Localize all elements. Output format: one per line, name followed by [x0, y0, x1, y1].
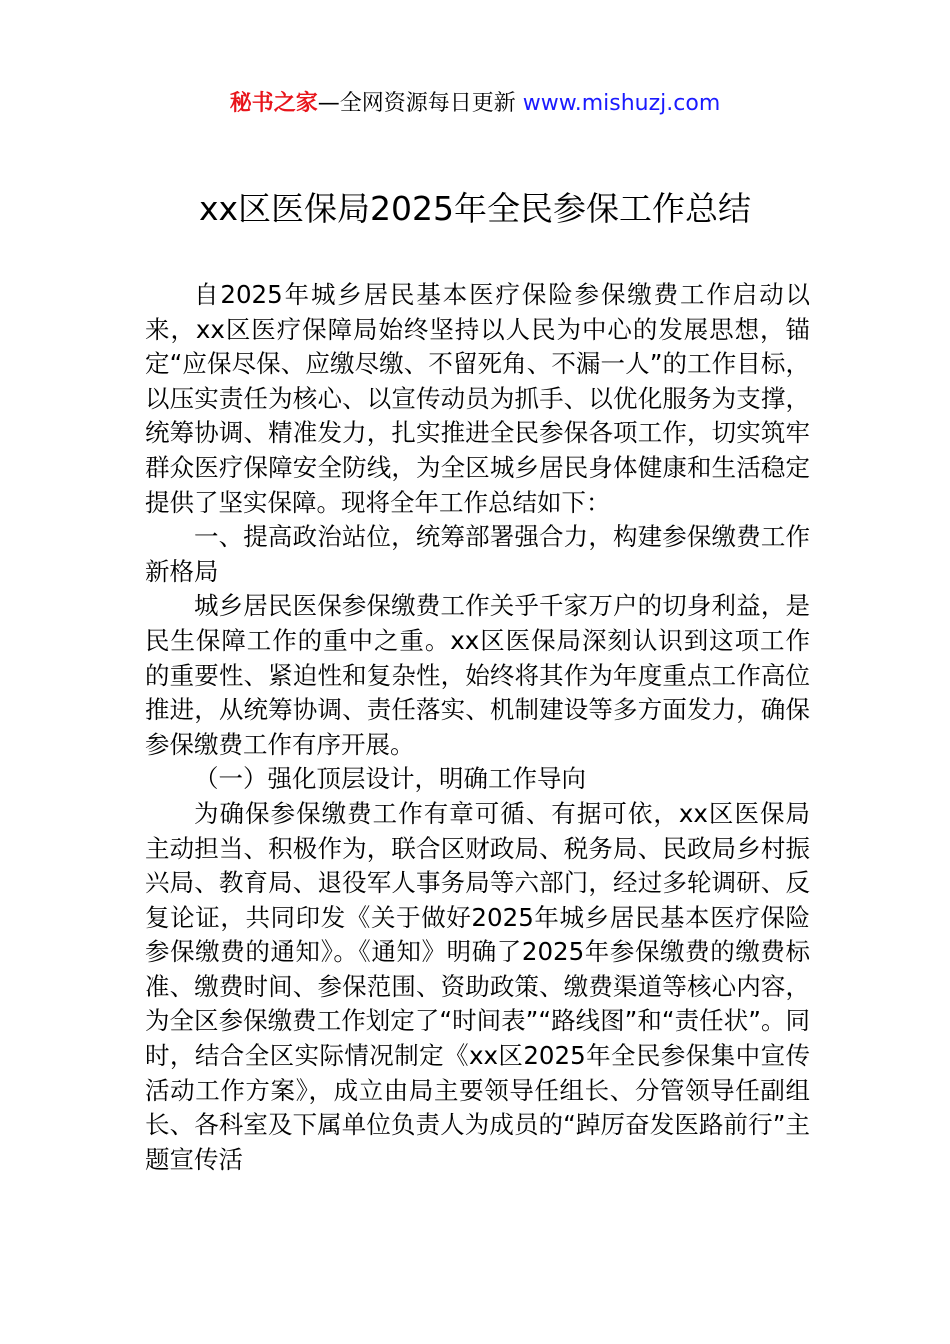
subsection-heading-1: （一）强化顶层设计，明确工作导向 [194, 764, 586, 794]
document-body [145, 278, 810, 1177]
site-header [0, 88, 950, 120]
brand-name: 秘书之家 [229, 91, 318, 116]
document-title: xx区医保局2025年全民参保工作总结 [198, 189, 752, 228]
paragraph-subsection-1: 为确保参保缴费工作有章可循、有据可依，xx区医保局主动担当、积极作为，联合区财政局、税务局、民政局乡村振兴局、教育局、退役军人事务局等六部门，经过多轮调研、反复论证，共同印发《关于做好2025年城乡居民基本医疗保险参保缴费的通知》。《通知》明确了2025年参保缴费的缴费标准、缴费时间、参保范围、资助政策、缴费渠道等核心内容，为全区参保缴费工作划定了“时间表”“路线图”和“责任状”。同时，结合全区实际情况制定《xx区2025年全民参保集中宣传活动工作方案》，成立由局主要领导任组长、分管领导任副组长、各科室及下属单位负责人为成员的“踔厉奋发医路前行”主题宣传活 [145, 798, 810, 1174]
section-heading-1: 一、提高政治站位，统筹部署强合力，构建参保缴费工作新格局 [145, 522, 810, 586]
paragraph-section-1: 城乡居民医保参保缴费工作关乎千家万户的切身利益，是民生保障工作的重中之重。xx区医保局深刻认识到这项工作的重要性、紧迫性和复杂性，始终将其作为年度重点工作高位推进，从统筹协调、责任落实、机制建设等多方面发力，确保参保缴费工作有序开展。 [145, 591, 810, 759]
paragraph-intro: 自2025年城乡居民基本医疗保险参保缴费工作启动以来，xx区医疗保障局始终坚持以人民为中心的发展思想，锚定“应保尽保、应缴尽缴、不留死角、不漏一人”的工作目标，以压实责任为核心、以宣传动员为抓手、以优化服务为支撑，统筹协调、精准发力，扎实推进全民参保各项工作，切实筑牢群众医疗保障安全防线，为全区城乡居民身体健康和生活稳定提供了坚实保障。现将全年工作总结如下： [145, 280, 810, 517]
site-url[interactable]: www.mishuzj.com [522, 91, 721, 116]
site-tagline: —全网资源每日更新 [317, 91, 516, 116]
